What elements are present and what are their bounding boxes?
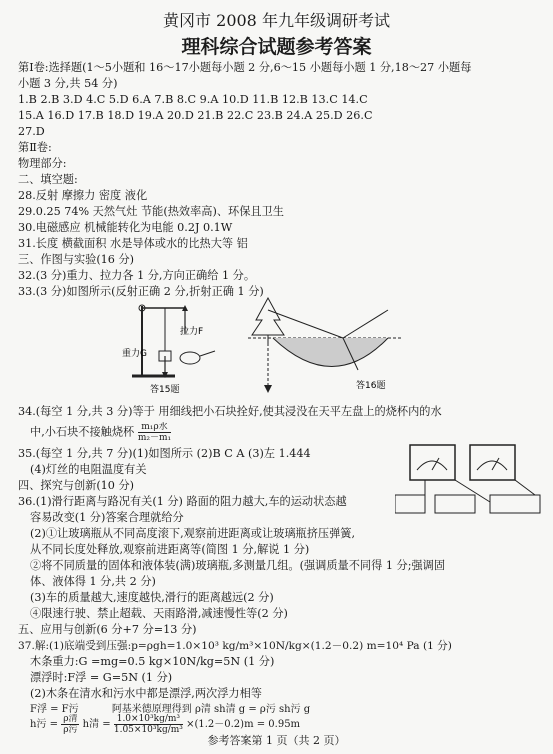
answer-q36-line8: ④限速行驶、禁止超载、天雨路滑,减速慢性等(2 分) [30, 607, 288, 620]
answer-q31: 31.长度 横截面积 水是导体或水的比热大等 铝 [18, 237, 248, 250]
q34-frac-numerator: m₁ρ水 [138, 422, 171, 433]
part1-heading-cont: 小题 3 分,共 54 分) [18, 77, 118, 90]
q37-value-denominator: 1.05×10³kg/m³ [113, 725, 183, 734]
answer-q36-line5: ②将不同质量的固体和液体装(满)玻璃瓶,多测量几组。(强调质量不同得 1 分;强调固 [30, 559, 446, 572]
answer-q37-line2: 木条重力:G =mg=0.5 kg×10N/kg=5N (1 分) [30, 655, 275, 668]
answer-q36-line2: 容易改变(1 分)答案合理就给分 [30, 511, 184, 524]
fig15-pull-label: 拉力F [180, 327, 204, 337]
figure-15-diagram [120, 296, 230, 396]
choice-answers-row1: 1.B 2.B 3.D 4.C 5.D 6.A 7.B 8.C 9.A 10.D 11.B 12.B 13.C 14.C [18, 93, 368, 106]
answer-q28: 28.反射 摩擦力 密度 液化 [18, 189, 148, 202]
q37-ratio-denominator: ρ污 [63, 725, 78, 734]
section4-heading: 四、探究与创新(10 分) [18, 479, 135, 492]
answer-key-title: 理科综合试题参考答案 [181, 36, 372, 58]
q37-h-dirty: h污 = [30, 719, 58, 730]
q37-value-numerator: 1.0×10³kg/m³ [114, 714, 183, 725]
page-footer: 参考答案第 1 页（共 2 页） [207, 734, 346, 747]
answer-q36-line4: 从不同长度处释放,观察前进距离等(简图 1 分,解说 1 分) [30, 543, 310, 556]
part2-heading: 第Ⅱ卷: [18, 141, 52, 154]
q34-frac-denominator: m₂－m₁ [137, 433, 172, 443]
q34-density-fraction [138, 422, 171, 443]
fig15-gravity-label: 重力G [122, 349, 147, 359]
exam-title: 黄冈市 2008 年九年级调研考试 [163, 11, 390, 30]
q37-value-ratio [114, 714, 183, 734]
section5-heading: 五、应用与创新(6 分+7 分=13 分) [18, 623, 197, 636]
q37-archimedes: 阿基米德原理得到 ρ清 sh清 g = ρ污 sh污 g [111, 704, 311, 715]
answer-q37-line3: 漂浮时:F浮 = G=5N (1 分) [30, 671, 173, 684]
q34-text: 中,小石块不接触烧杯 [30, 425, 135, 439]
answer-q29: 29.0.25 74% 天然气灶 节能(热效率高)、环保且卫生 [18, 205, 284, 218]
answer-q35-line1: 35.(每空 1 分,共 7 分)(1)如图所示 (2)B C A (3)左 1.444 [18, 447, 311, 460]
q37-ratio-numerator: ρ清 [63, 714, 78, 724]
answer-q36-line7: (3)车的质量越大,速度越快,滑行的距离越远(2 分) [30, 591, 274, 604]
answer-q36-line3: (2)①让玻璃瓶从不同高度滚下,观察前进距离或让玻璃瓶挤压弹簧, [30, 527, 356, 540]
fill-blank-heading: 二、填空题: [18, 173, 78, 186]
answer-q36-line6: 体、液体得 1 分,共 2 分) [30, 575, 156, 588]
answer-q37-line1: 37.解:(1)底端受到压强:p=ρgh=1.0×10³ kg/m³×10N/kg×(1.2－0.2) m=10⁴ Pa (1 分) [18, 640, 452, 652]
q37-result: ×(1.2－0.2)m = 0.95m [186, 719, 301, 730]
answer-q33: 33.(3 分)如图所示(反射正确 2 分,折射正确 1 分) [18, 285, 264, 298]
figure-16-diagram [238, 290, 408, 395]
answer-q35-line2: (4)灯丝的电阻温度有关 [30, 463, 147, 476]
part1-heading: 第Ⅰ卷:选择题(1～5小题和 16～17小题每小题 2 分,6～15 小题每小题 1 分,18～27 小题每 [18, 61, 472, 74]
choice-answers-row3: 27.D [18, 125, 45, 138]
choice-answers-row2: 15.A 16.D 17.B 18.D 19.A 20.D 21.B 22.C 23.B 24.A 25.D 26.C [18, 109, 373, 122]
answer-q37-line7 [30, 714, 550, 734]
answer-q34-line1: 34.(每空 1 分,共 3 分)等于 用细线把小石块拴好,使其浸没在天平左盘上的烧杯内的水 [18, 405, 442, 418]
q37-buoyancy-equal: F浮 = F污 [30, 704, 79, 715]
fig15-caption: 答15题 [150, 385, 180, 395]
q37-density-ratio [61, 714, 79, 734]
answer-q37-line4: (2)木条在清水和污水中都是漂浮,两次浮力相等 [30, 687, 262, 700]
fig16-caption: 答16题 [356, 381, 386, 391]
q37-h-clean: h清 = [82, 719, 111, 730]
answer-q32: 32.(3 分)重力、拉力各 1 分,方向正确给 1 分。 [18, 269, 256, 282]
section3-heading: 三、作图与实验(16 分) [18, 253, 135, 266]
physics-heading: 物理部分: [18, 157, 67, 170]
answer-q36-line1: 36.(1)滑行距离与路况有关(1 分) 路面的阻力越大,车的运动状态越 [18, 495, 347, 508]
answer-q30: 30.电磁感应 机械能转化为电能 0.2J 0.1W [18, 221, 233, 234]
